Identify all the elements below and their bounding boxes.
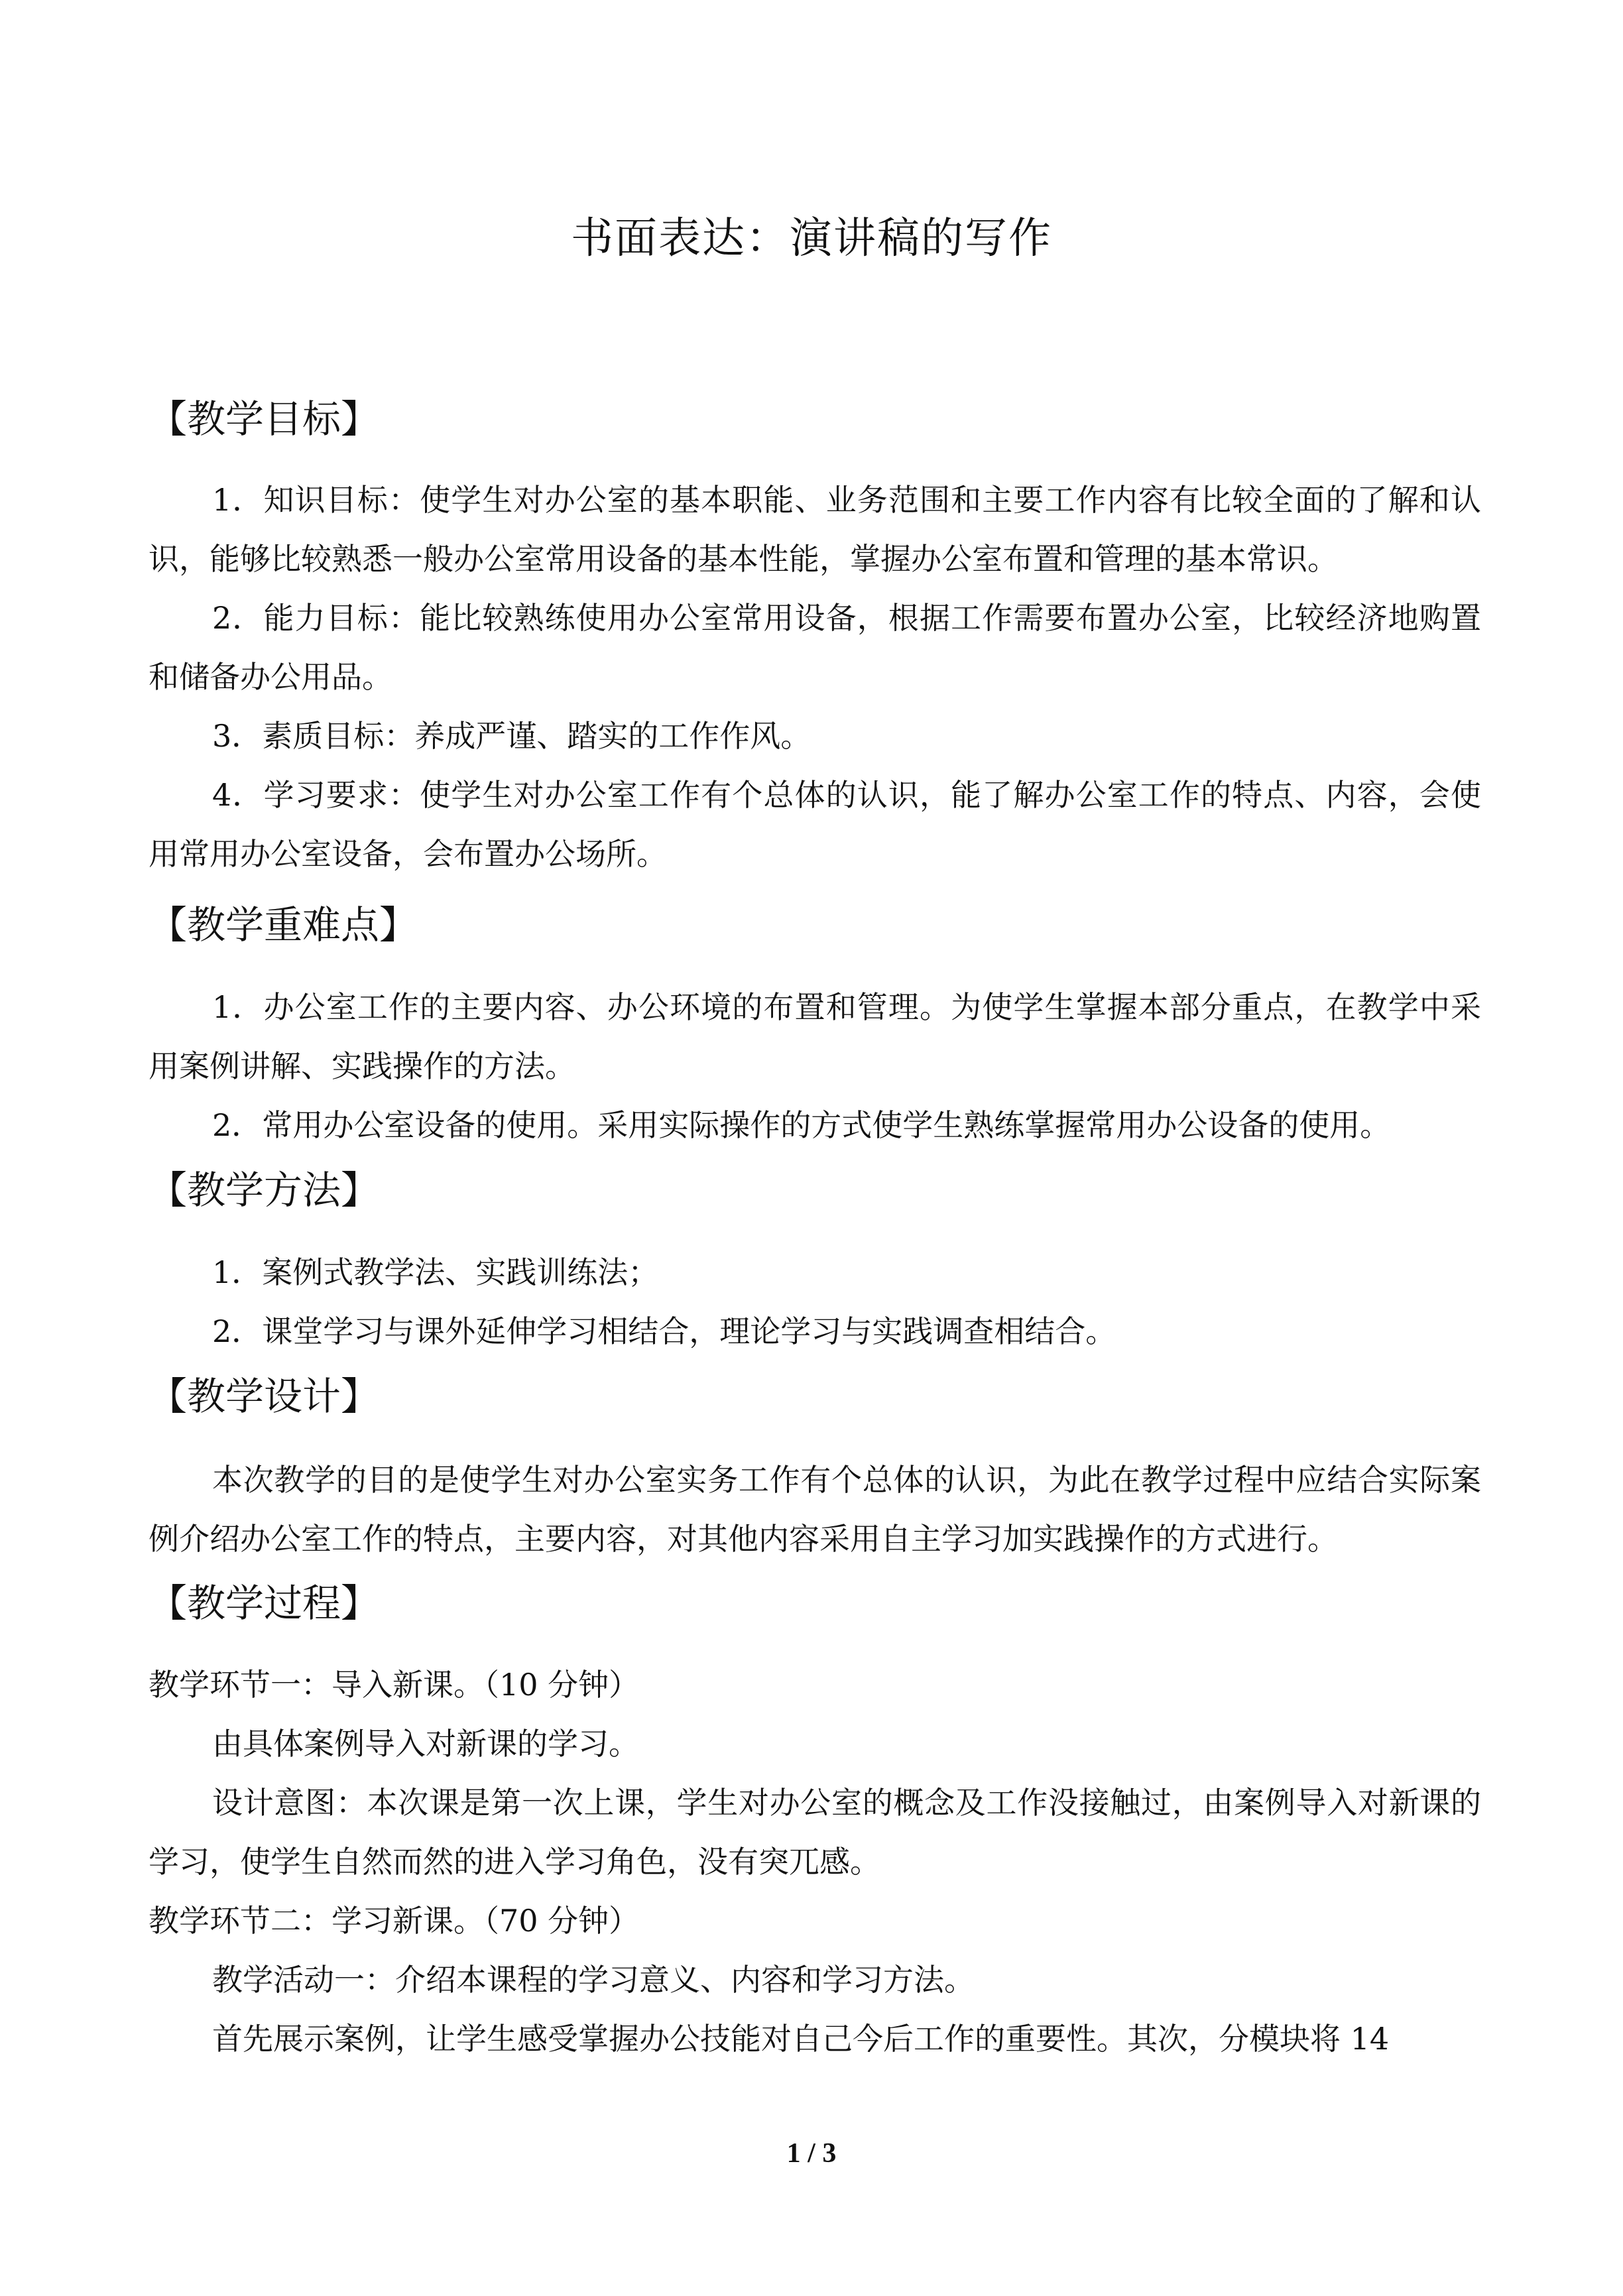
process-step1-title: 教学环节一：导入新课。（10 分钟） (149, 1667, 640, 1703)
objective-item-3: 3．素质目标：养成严谨、踏实的工作作风。 (212, 718, 812, 754)
section-heading-process: 【教学过程】 (149, 1581, 380, 1626)
page-number: 1 / 3 (786, 2138, 837, 2169)
process-step1-text: 由具体案例导入对新课的学习。 (212, 1726, 639, 1762)
process-step2-title: 教学环节二：学习新课。（70 分钟） (149, 1903, 640, 1939)
section-heading-objectives: 【教学目标】 (149, 396, 380, 442)
method-item-1: 1．案例式教学法、实践训练法； (212, 1254, 659, 1290)
objective-item-1: 1．知识目标：使学生对办公室的基本职能、业务范围和主要工作内容有比较全面的了解和认识，能够比较熟悉一般办公室常用设备的基本性能，掌握办公室布置和管理的基本常识。 (149, 482, 1481, 577)
key-point-item-2: 2．常用办公室设备的使用。采用实际操作的方式使学生熟练掌握常用办公设备的使用。 (212, 1107, 1391, 1143)
process-activity1: 教学活动一：介绍本课程的学习意义、内容和学习方法。 (212, 1962, 975, 1998)
document-title: 书面表达：演讲稿的写作 (571, 214, 1052, 263)
key-point-item-1: 1．办公室工作的主要内容、办公环境的布置和管理。为使学生掌握本部分重点，在教学中采用案例讲解、实践操作的方法。 (149, 989, 1481, 1084)
design-item-1: 本次教学的目的是使学生对办公室实务工作有个总体的认识，为此在教学过程中应结合实际案例介绍办公室工作的特点，主要内容，对其他内容采用自主学习加实践操作的方式进行。 (149, 1462, 1481, 1557)
objective-item-4: 4．学习要求：使学生对办公室工作有个总体的认识，能了解办公室工作的特点、内容，会使用常用办公室设备，会布置办公场所。 (149, 777, 1481, 872)
section-heading-methods: 【教学方法】 (149, 1168, 380, 1213)
section-heading-design: 【教学设计】 (149, 1374, 380, 1419)
process-activity1-text: 首先展示案例，让学生感受掌握办公技能对自己今后工作的重要性。其次，分模块将 14 (212, 2021, 1390, 2057)
objective-item-2: 2．能力目标：能比较熟练使用办公室常用设备，根据工作需要布置办公室，比较经济地购置和储备办公用品。 (149, 600, 1481, 695)
process-step1-intent: 设计意图：本次课是第一次上课，学生对办公室的概念及工作没接触过，由案例导入对新课的学习，使学生自然而然的进入学习角色，没有突兀感。 (149, 1785, 1481, 1880)
section-heading-key-points: 【教学重难点】 (149, 902, 418, 947)
method-item-2: 2．课堂学习与课外延伸学习相结合，理论学习与实践调查相结合。 (212, 1313, 1116, 1349)
